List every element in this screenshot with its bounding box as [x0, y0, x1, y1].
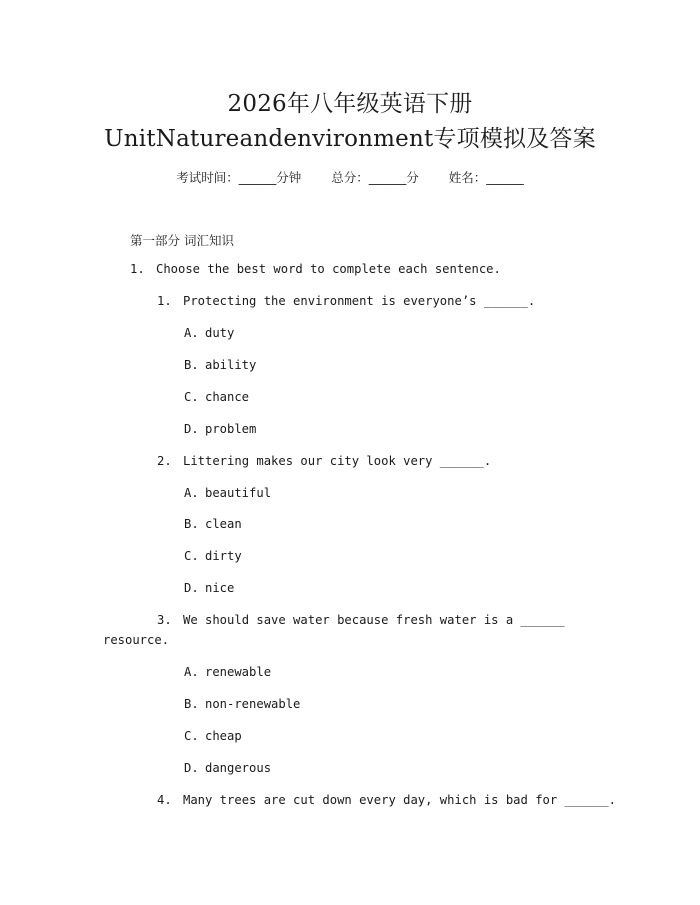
option-text: dangerous — [205, 761, 272, 775]
option-letter: B. — [184, 517, 199, 531]
item-3-option-a — [184, 665, 271, 679]
item-text: Many trees are cut down every day, which is bad for ______. — [183, 793, 616, 807]
option-letter: D. — [184, 581, 199, 595]
item-3 — [157, 613, 565, 627]
option-letter: D. — [184, 422, 199, 436]
option-text: dirty — [205, 549, 242, 563]
item-1-option-c — [184, 390, 249, 404]
document-title-line-2: UnitNatureandenvironment专项模拟及答案 — [104, 126, 596, 152]
item-2-option-b — [184, 517, 242, 531]
item-1 — [157, 294, 535, 308]
item-3-continuation: resource. — [103, 633, 170, 647]
item-4 — [157, 793, 616, 807]
option-text: chance — [205, 390, 250, 404]
item-number: 4. — [157, 793, 172, 807]
option-text: beautiful — [205, 486, 272, 500]
time-unit: 分钟 — [276, 170, 302, 185]
section-title: 第一部分 词汇知识 — [130, 233, 234, 248]
option-letter: D. — [184, 761, 199, 775]
option-text: clean — [205, 517, 242, 531]
item-2 — [157, 454, 491, 468]
option-text: problem — [205, 422, 257, 436]
option-letter: B. — [184, 358, 199, 372]
option-text: cheap — [205, 729, 242, 743]
item-number: 1. — [157, 294, 172, 308]
option-letter: C. — [184, 549, 199, 563]
option-text: nice — [205, 581, 235, 595]
score-unit: 分 — [406, 170, 419, 185]
item-number: 2. — [157, 454, 172, 468]
item-text: We should save water because fresh water is a ______ — [183, 613, 565, 627]
time-blank: ______ — [238, 170, 277, 185]
question-number: 1. — [130, 262, 145, 276]
option-letter: C. — [184, 729, 199, 743]
item-number: 3. — [157, 613, 172, 627]
name-blank: ______ — [486, 170, 524, 185]
option-letter: A. — [184, 665, 199, 679]
score-blank: ______ — [368, 170, 407, 185]
question-1-instruction — [130, 262, 501, 276]
item-2-option-c — [184, 549, 242, 563]
item-1-option-d — [184, 422, 256, 436]
item-2-option-d — [184, 581, 234, 595]
item-3-option-d — [184, 761, 271, 775]
option-letter: B. — [184, 697, 199, 711]
item-1-option-b — [184, 358, 256, 372]
option-text: non-renewable — [205, 697, 301, 711]
option-letter: A. — [184, 326, 199, 340]
item-text: Protecting the environment is everyone’s ______. — [183, 294, 536, 308]
item-3-option-c — [184, 729, 242, 743]
document-title-line-1: 2026年八年级英语下册 — [227, 91, 473, 117]
item-1-option-a — [184, 326, 234, 340]
option-text: renewable — [205, 665, 272, 679]
time-label: 考试时间： — [176, 170, 239, 185]
option-text: ability — [205, 358, 257, 372]
option-letter: A. — [184, 486, 199, 500]
score-label: 总分： — [331, 170, 369, 185]
item-2-option-a — [184, 486, 271, 500]
exam-info-line — [0, 168, 700, 186]
instruction-text: Choose the best word to complete each sentence. — [156, 262, 501, 276]
option-text: duty — [205, 326, 235, 340]
item-3-option-b — [184, 697, 300, 711]
item-text: Littering makes our city look very ______. — [183, 454, 492, 468]
option-letter: C. — [184, 390, 199, 404]
name-label: 姓名： — [448, 170, 487, 185]
